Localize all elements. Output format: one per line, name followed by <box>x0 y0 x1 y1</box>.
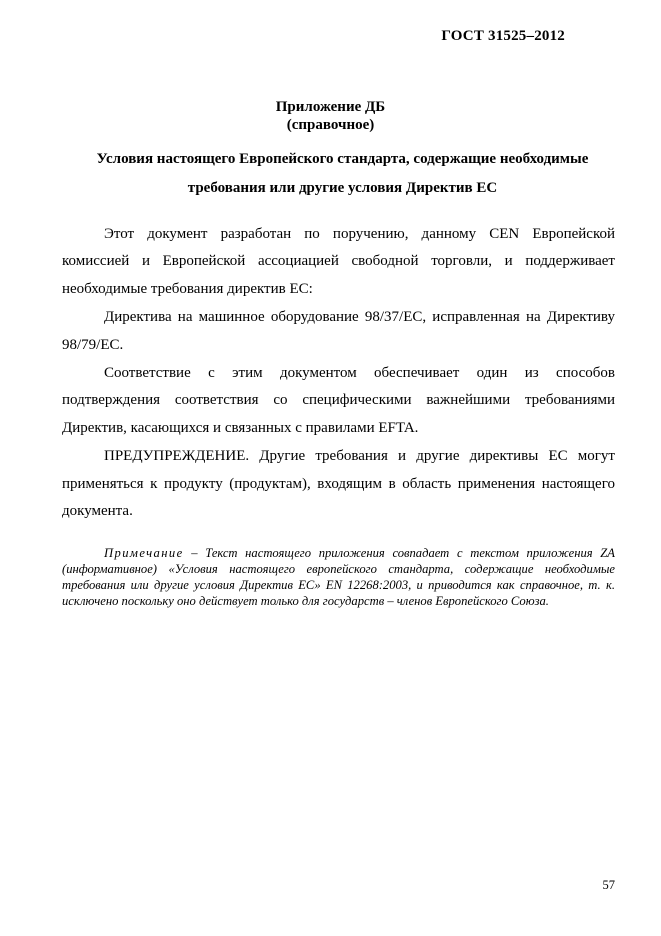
paragraph-intro: Этот документ разработан по поручению, данному CEN Европейской комиссией и Европейской ассоциацией свободной торговли, и поддерживает необходимые требования директив ЕС: <box>62 226 615 297</box>
body-text <box>62 221 615 525</box>
heading-line-2: требования или другие условия Директив ЕС <box>187 180 498 196</box>
paragraph-conformity: Соответствие с этим документом обеспечивает один из способов подтверждения соответствия со специфическими важнейшими требованиями Директив, касающихся и связанных с правилами EFTA. <box>62 365 615 436</box>
document-heading <box>70 145 615 203</box>
note <box>62 545 615 609</box>
note-text: – Текст настоящего приложения совпадает с текстом приложения ZA (информативное) «Условия настоящего европейского стандарта, содержащие необходимые требования или другие условия Директив ЕС» EN 12268:2003, и приводится как справочное, т. к. исключено поскольку оно действует только для государств – членов Европейского Союза. <box>62 546 615 608</box>
page-number: 57 <box>602 878 615 892</box>
paragraph-directive: Директива на машинное оборудование 98/37/ЕС, исправленная на Директиву 98/79/ЕС. <box>62 309 615 353</box>
appendix-subtitle: (справочное) <box>286 117 375 133</box>
appendix-heading <box>0 98 661 134</box>
standard-code: ГОСТ 31525–2012 <box>441 28 565 44</box>
heading-line-1: Условия настоящего Европейского стандарта, содержащие необходимые <box>96 151 589 167</box>
note-label: Примечание <box>104 546 184 560</box>
paragraph-warning: ПРЕДУПРЕЖДЕНИЕ. Другие требования и другие директивы ЕС могут применяться к продукту (продуктам), входящим в область применения настоящего документа. <box>62 448 615 520</box>
appendix-title: Приложение ДБ <box>275 99 386 115</box>
